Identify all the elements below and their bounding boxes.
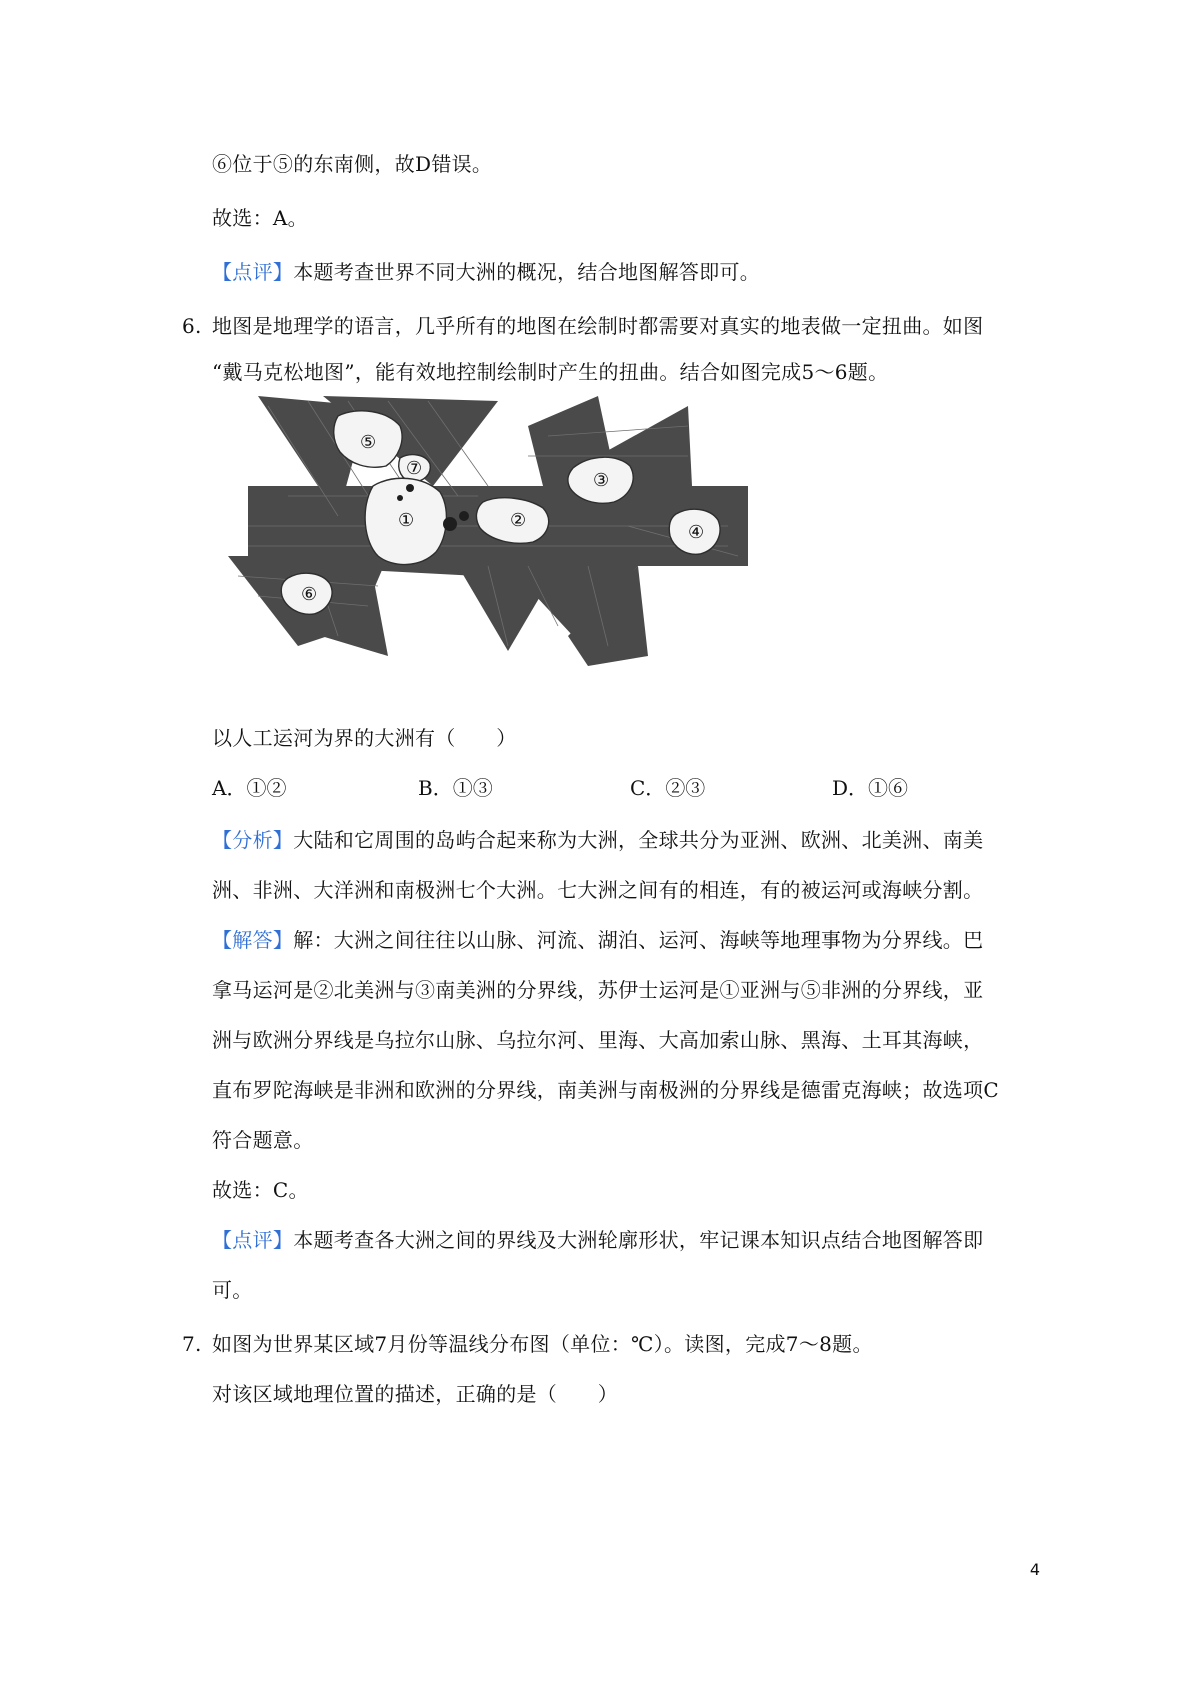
comment-tag: 【点评】	[212, 260, 294, 284]
q6-number: 6.	[182, 314, 202, 338]
map-label-4: ④	[688, 522, 705, 543]
map-label-2: ②	[510, 510, 527, 531]
dymaxion-map-figure	[228, 396, 808, 686]
q7-number: 7.	[182, 1332, 202, 1356]
prev-answer-line: ⑥位于⑤的东南侧，故D错误。	[212, 152, 493, 176]
option-b-text: ①③	[452, 776, 493, 800]
map-label-1: ①	[398, 510, 415, 531]
option-d-text: ①⑥	[868, 776, 909, 800]
q7-stem	[182, 1330, 873, 1358]
map-label-7: ⑦	[406, 458, 423, 479]
q6-analysis-line1	[212, 826, 983, 854]
dymaxion-map	[228, 396, 808, 686]
option-b-letter: B．	[418, 776, 453, 800]
q6-stem-text: 地图是地理学的语言，几乎所有的地图在绘制时都需要对真实的地表做一定扭曲。如图	[212, 314, 984, 338]
q6-option-c[interactable]	[630, 774, 705, 802]
analysis-text-1: 大陆和它周围的岛屿合起来称为大洲，全球共分为亚洲、欧洲、北美洲、南美	[293, 828, 984, 852]
q6-comment-line2: 可。	[212, 1278, 253, 1302]
q7-stem-text: 如图为世界某区域7月份等温线分布图（单位：℃）。读图，完成7～8题。	[212, 1332, 873, 1356]
q6-comment-tag: 【点评】	[212, 1228, 294, 1252]
q6-option-a[interactable]	[212, 774, 286, 802]
q6-option-b[interactable]	[418, 774, 493, 802]
comment-text: 本题考查世界不同大洲的概况，结合地图解答即可。	[293, 260, 761, 284]
q6-answer-line3: 洲与欧洲分界线是乌拉尔山脉、乌拉尔河、里海、大高加索山脉、黑海、土耳其海峡，	[212, 1028, 984, 1052]
q6-question: 以人工运河为界的大洲有（ ）	[212, 726, 517, 750]
analysis-tag: 【分析】	[212, 828, 294, 852]
page-number: 4	[1029, 1560, 1040, 1579]
q6-answer-line5: 符合题意。	[212, 1128, 314, 1152]
q6-comment-line1	[212, 1226, 983, 1254]
answer-tag: 【解答】	[212, 928, 294, 952]
q6-option-d[interactable]	[832, 774, 908, 802]
q7-question: 对该区域地理位置的描述，正确的是（ ）	[212, 1382, 618, 1406]
option-c-letter: C．	[630, 776, 666, 800]
option-c-text: ②③	[665, 776, 706, 800]
option-a-letter: A．	[212, 776, 247, 800]
prev-comment	[212, 258, 760, 286]
q6-stem-line1	[182, 312, 983, 340]
map-label-5: ⑤	[360, 432, 377, 453]
prev-answer-choice: 故选：A。	[212, 206, 308, 230]
q6-answer-line4: 直布罗陀海峡是非洲和欧洲的分界线，南美洲与南极洲的分界线是德雷克海峡；故选项C	[212, 1078, 1000, 1102]
q6-comment-text-1: 本题考查各大洲之间的界线及大洲轮廓形状，牢记课本知识点结合地图解答即	[293, 1228, 984, 1252]
option-d-letter: D．	[832, 776, 869, 800]
q6-answer-line1	[212, 926, 983, 954]
q6-answer-line2: 拿马运河是②北美洲与③南美洲的分界线，苏伊士运河是①亚洲与⑤非洲的分界线，亚	[212, 978, 984, 1002]
q6-analysis-line2: 洲、非洲、大洋洲和南极洲七个大洲。七大洲之间有的相连，有的被运河或海峡分割。	[212, 878, 984, 902]
map-label-6: ⑥	[301, 584, 318, 605]
q6-stem-line2: “戴马克松地图”，能有效地控制绘制时产生的扭曲。结合如图完成5～6题。	[212, 360, 889, 384]
option-a-text: ①②	[246, 776, 287, 800]
map-label-3: ③	[593, 470, 610, 491]
q6-choice: 故选：C。	[212, 1178, 309, 1202]
answer-text-1: 解：大洲之间往往以山脉、河流、湖泊、运河、海峡等地理事物为分界线。巴	[293, 928, 984, 952]
